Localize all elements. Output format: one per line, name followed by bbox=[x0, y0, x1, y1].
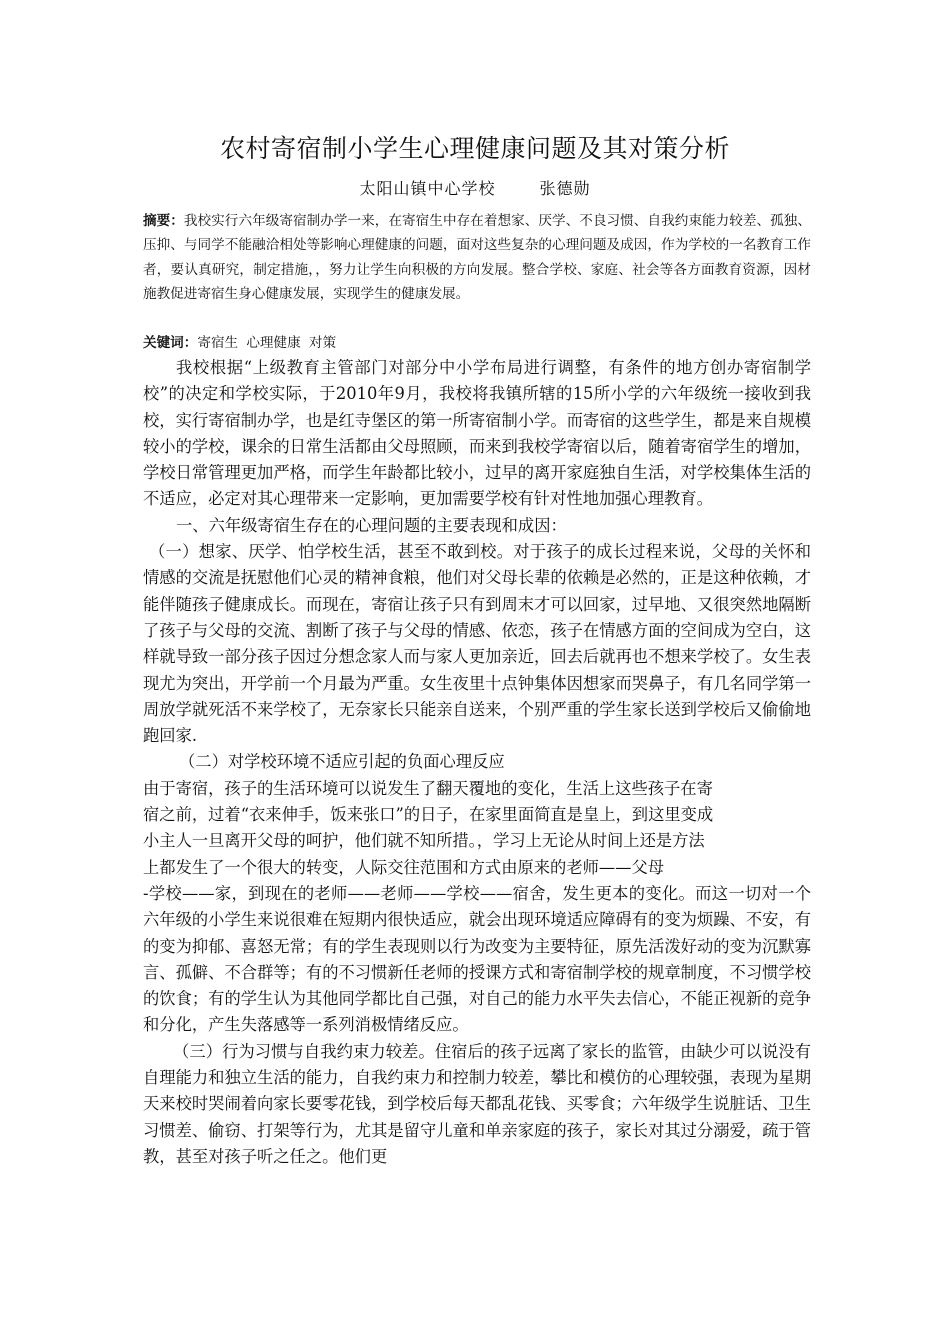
author-school: 太阳山镇中心学校 bbox=[359, 179, 496, 198]
item-2-heading: （二）对学校环境不适应引起的负面心理反应 bbox=[179, 752, 505, 772]
document-title: 农村寄宿制小学生心理健康问题及其对策分析 bbox=[219, 134, 730, 163]
paragraph-item-3: （三）行为习惯与自我约束力较差。住宿后的孩子远离了家长的监管，由缺少可以说没有自理能力和独立生活的能力，自我约束力和控制力较差，攀比和模仿的心理较强，表现为星期天来校时哭闹着向家长要零花钱，到学校后每天都乱花钱、买零食；六年级学生说脏话、卫生习惯差、偷窃、打架等行为，尤其是留守儿童和单亲家庭的孩子，家长对其过分溺爱，疏于管教，甚至对孩子听之任之。他们更 bbox=[143, 1041, 811, 1166]
keywords-label: 关键词： bbox=[143, 335, 198, 351]
body-text bbox=[143, 355, 811, 1170]
author-line bbox=[0, 177, 950, 201]
abstract-label: 摘要： bbox=[143, 213, 184, 229]
author-name: 张德勋 bbox=[539, 179, 591, 198]
paragraph-item-2-line-2: 宿之前，过着“衣来伸手，饭来张口”的日子，在家里面简直是皇上，到这里变成 bbox=[143, 805, 714, 825]
keywords bbox=[143, 333, 811, 353]
paragraph-item-2-line-1: 由于寄宿，孩子的生活环境可以说发生了翻天覆地的变化，生活上这些孩子在寄 bbox=[143, 778, 713, 798]
abstract-text: 我校实行六年级寄宿制办学一来，在寄宿生中存在着想家、厌学、不良习惯、自我约束能力较差、孤独、压抑、与同学不能融洽相处等影响心理健康的问题，面对这些复杂的心理问题及成因，作为学校的一名教育工作者，要认真研究，制定措施，，努力让学生向积极的方向发展。整合学校、家庭、社会等各方面教育资源，因材施教促进寄宿生身心健康发展，实现学生的健康发展。 bbox=[143, 213, 812, 303]
paragraph-item-1: （一）想家、厌学、怕学校生活，甚至不敢到校。对于孩子的成长过程来说，父母的关怀和情感的交流是抚慰他们心灵的精神食粮，他们对父母长辈的依赖是必然的，正是这种依赖，才能伴随孩子健康成长。而现在，寄宿让孩子只有到周末才可以回家，过早地、又很突然地隔断了孩子与父母的交流、割断了孩子与父母的情感、依恋，孩子在情感方面的空间成为空白，这样就导致一部分孩子因过分想念家人而与家人更加亲近，回去后就再也不想来学校了。女生表现尤为突出，开学前一个月最为严重。女生夜里十点钟集体因想家而哭鼻子，有几名同学第一周放学就死活不来学校了，无奈家长只能亲自送来，个别严重的学生家长送到学校后又偷偷地跑回家. bbox=[143, 542, 811, 746]
paragraph-intro: 我校根据“上级教育主管部门对部分中小学布局进行调整，有条件的地方创办寄宿制学校”的决定和学校实际，于2010年9月，我校将我镇所辖的15所小学的六年级统一接收到我校，实行寄宿制办学，也是红寺堡区的第一所寄宿制小学。而寄宿的这些学生，都是来自规模较小的学校，课余的日常生活都由父母照顾，而来到我校学寄宿以后，随着寄宿学生的增加，学校日常管理更加严格，而学生年龄都比较小，过早的离开家庭独自生活，对学校集体生活的不适应，必定对其心理带来一定影响，更加需要学校有针对性地加强心理教育。 bbox=[143, 358, 811, 509]
paragraph-item-2-rest: -学校——家，到现在的老师——老师——学校——宿舍，发生更本的变化。而这一切对一个六年级的小学生来说很难在短期内很快适应，就会出现环境适应障碍有的变为烦躁、不安，有的变为抑郁、喜怒无常；有的学生表现则以行为改变为主要特征，原先活泼好动的变为沉默寡言、孤僻、不合群等；有的不习惯新任老师的授课方式和寄宿制学校的规章制度，不习惯学校的饮食；有的学生认为其他同学都比自己强，对自己的能力水平失去信心，不能正视新的竞争和分化，产生失落感等一系列消极情绪反应。 bbox=[143, 883, 811, 1035]
keywords-text: 寄宿生 心理健康 对策 bbox=[197, 335, 337, 351]
section-heading: 一、六年级寄宿生存在的心理问题的主要表现和成因： bbox=[176, 515, 567, 535]
paragraph-item-2-line-4: 上都发生了一个很大的转变，人际交往范围和方式由原来的老师——父母 bbox=[143, 857, 665, 877]
abstract bbox=[143, 209, 811, 307]
paragraph-item-2-line-3: 小主人一旦离开父母的呵护，他们就不知所措。，学习上无论从时间上还是方法 bbox=[143, 831, 705, 851]
